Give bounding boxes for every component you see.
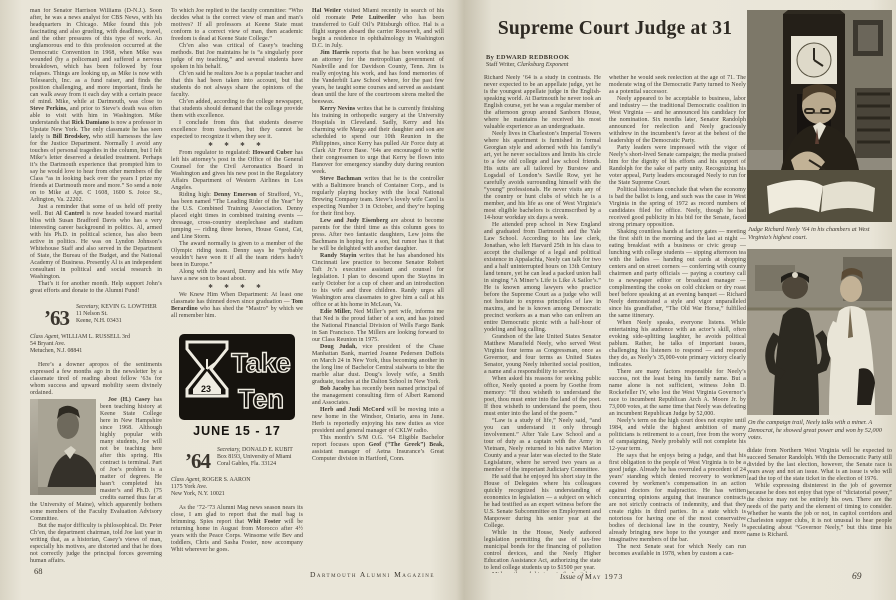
secretary-address: Coral Gables, Fla. 33124 <box>217 461 277 467</box>
class-secretary-info <box>76 304 157 325</box>
left-page <box>30 8 444 564</box>
paragraph: Along with the award, Denny and his wife May have a new son to boast about. <box>171 269 303 282</box>
joe-casey-portrait-photo <box>30 399 96 495</box>
secretary-address: 11 Nelson St. <box>76 311 108 317</box>
paragraph: Party leaders were impressed with the vigor of Neely’s short-lived Senate campaign; the media praised him for the dignity of his efforts and his support of Randolph for the sake of party unity. Recognizing his voter appeal, Party leaders encouraged Neely to run for the State Supreme Court. <box>609 145 746 186</box>
left-column-1 <box>30 8 162 564</box>
paragraph: He says that he enjoys being a judge, and that his first obligation to the people of West Virginia is to be a good judge. Already he has overruled a precedent of 24 years’ standing which denied recovery to workmen covered by workmen’s compensation in an action against doctors for malpractice. He has written concurring opinions arguing that insurance contracts are not strictly contracts of indemnity, and that they create rights in third parties. In a state which is notorious for having one of the most conservative bodies of decisional law in the country, Neely is already bringing new hope to the younger and more imaginative members of the bar. <box>609 453 746 543</box>
paragraph: Ch’en added, according to the college newspaper, that students should demand that the college provide them with excellence. <box>171 99 303 119</box>
secretary-address: Box 8193, University of Miami <box>217 454 292 460</box>
paragraph: Neely lives in Charleston’s Imperial Towers where his apartment is furnished in formal Georgian style and adorned with his family’s art, yet he never socializes and limits his circle to a few old college and law school friends. His suits are all tailored by Burstow and Logsdail of London’s Saville Row, yet he carefully avoids surrounding himself with the “young” professionals. He never visits any of the country or hunt clubs of which he is a member, and his life as one of West Virginia’s most eligible bachelors is circumscribed by a 14-hour workday six days a week. <box>484 131 601 221</box>
class-secretary-info <box>217 447 293 468</box>
paragraph: Jim Harris reports that he has been working as an attorney for the metropolitan government of Nashville and for Davidson County, Tenn. Jim is really enjoying his work, and has fond memories of the Vanderbilt Law School where, for the past few years, he taught some courses and served as assistant dean until the lure of the courtroom sirens melted the beeswax. <box>312 50 444 105</box>
agent-name: ROGER S. AARON <box>202 477 251 483</box>
paragraph: I conclude from this that students deserve excellence from teachers, but they cannot be expected to recognize it when they see it. <box>171 120 303 140</box>
ad-date: JUNE 15 - 17 <box>193 424 281 438</box>
paragraph: “Law is a study of life,” Neely said, “and you can understand it only through involvement.” After Yale Law School and a tour of duty as a captain with the Army in Vietnam, Neely returned to his native Marion County and a year later was elected to the State Legislature, where he served two years as a member of the important Judiciary Committee. <box>484 418 601 473</box>
judge-neely-chambers-photo <box>747 10 892 222</box>
paragraph: To which Joe replied to the faculty committee: “Who decides what is the correct view of man and man’s motives? If all professors at Keene State must conform to a correct view of man, then academic freedom is dead at Keene State College.” <box>171 8 303 42</box>
class-notes-text <box>312 8 444 463</box>
article-column-1 <box>484 75 601 573</box>
ad-word-take: Take <box>231 348 291 378</box>
class-notes-text <box>30 362 162 564</box>
paragraph: Just a reminder that some of us held off pretty well. But Al Cantrel is now headed toward marital bliss with Susan Bradford Davis who has a very interesting career background in politics. Al, armed with his Ph.D. in political science, has also been active in politics. He was on Lyndon Johnson’s Whitehouse Staff and also served in the Department of State, the Bureau of the Budget, and the National Academy of Business. Presently Al is an independent consultant in political and social research in Washington. <box>30 204 162 280</box>
chambers-photo-illustration <box>747 10 892 222</box>
issue-line <box>560 572 623 581</box>
paragraph: Riding high: Denny Emerson of Strafford, Vt., has been named “The Leading Rider of the Year” by the U.S. Combined Training Association. Denny placed eight times in combined training events — dressage, cross-country steeplechase and stadium jumping — riding three horses, House Guest, Cat, and Line Storm. <box>171 192 303 240</box>
class-1963-heading-block <box>30 304 162 355</box>
paragraph: Political historians conclude that when the economy is bad the ballot is long, and such was the case in West Virginia in the spring of 1972 as record numbers of candidates filed for office. Neely, though he had received good publicity in his bid for the Senate, faced strong primary opposition. <box>609 187 746 228</box>
paragraph: Lew and Judy Eisenberg are about to become parents for the third time as this column goes to press. After two fantastic daughters, Lew joins the Bachmans in hoping for a son, but rumor has it that he will be delighted with another daughter. <box>312 218 444 252</box>
article-headline: Supreme Court Judge at 31 <box>497 18 733 39</box>
campaign-trail-photo <box>747 249 892 415</box>
issue-date: May 1973 <box>585 572 624 581</box>
paragraph: Neely’s term on the high court does not expire until 1984, and while the highest ambition of many politicians is retirement to a court, free from the worry of campaigning, Neely probably will not complete his 12-year term. <box>609 418 746 452</box>
agent-label: Class Agent, <box>30 334 60 340</box>
agent-label: Class Agent, <box>171 477 201 483</box>
campaign-photo-illustration <box>747 249 892 415</box>
agent-name: WILLIAM L. RUSSELL 3rd <box>61 334 130 340</box>
paragraph: This month’s S/M O.G. ’64 Eligible Bachelor report focuses upon Geof (“The Greek”) Beak, assistant manager of Aetna Insurance’s Great Computer division in Hartford, Conn. <box>312 435 444 462</box>
class-notes-text <box>171 8 303 320</box>
paragraph: Hal Weiler visited Miami recently in search of his old roomate Pete Luitweiler who has been transferred to Gulf Oil’s Pittsburgh office. Hal is a flight surgeon aboard the carrier Roosevelt, and will begin a residence in ophthalmology in Washington D.C. in July. <box>312 8 444 49</box>
paragraph: From regulator to regulated: Howard Cuber has left his attorney’s post in the Office of the General Counsel for the Civil Aeronautics Board in Washington and gives his new post in the Regulatory Affairs Department of Western Airlines in Los Angeles. <box>171 150 303 191</box>
paragraph: Grandson of the late United States Senator Matthew Mansfield Neely, who served West Virginia four terms as Congressman, once as Governor, and four terms as United States Senator, young Neely inherited social position, a name and a responsibility to service. <box>484 334 601 375</box>
paragraph: While expressing disinterest in the job of governor because he does not enjoy that type of “dictatorial power,” the choice may not be entirely his own. There are the needs of the party and the element of timing to consider. Whether he wants the job or not, in capitol corridors and Charleston supper clubs, it is not unusual to hear people speculating about “Governor Neely,” but this time his name is Richard. <box>747 482 892 538</box>
agent-address: 1175 York Ave. <box>171 484 208 490</box>
paragraph: Here’s a downer apropos of the sentiments expressed a few months ago in the newsletter by a classmate tired of reading about fellow ’63s for whom success and upward mobility seem divinely ordained. <box>30 362 162 396</box>
take-ten-advertisement <box>176 334 298 438</box>
paragraph: When Neely speaks, everyone listens. While entertaining his audience with an actor’s skill, often evoking side-splitting laughter, he avoids political pablum. Rather, he talks of important issues, challenging his listeners to respond — and respond they do, as Neely’s 35,000-vote primary victory clearly indicates. <box>609 320 746 368</box>
paragraph: Doug Judah, vice president of the Chase Manhattan Bank, married Joanne Pedersen DuBois on March 24 in New York, thus becoming another in the long line of Bachelor Central stalwarts to bite the marble altar dust. Doug’s lovely wife, a Smith graduate, teaches at the Dalton School in New York. <box>312 344 444 385</box>
paragraph: The next Senate seat for which Neely can run becomes available in 1978, when by custom a can- <box>609 544 746 557</box>
secretary-label: Secretary, <box>76 304 100 310</box>
paragraph: While in the House, Neely authored legislation permitting the use of tax-free municipal bonds for the financing of pollution control devices, and the Neely Higher Education Assistance Act, authorizing the state to lend college students up to $1500 per year. <box>484 530 601 571</box>
svg-text:23: 23 <box>201 384 212 394</box>
class-year-numeral: ’64 <box>185 449 210 473</box>
class-1964-heading-block <box>171 447 303 498</box>
paragraph: Randy Stayin writes that he has abandoned his Cincinnati law practice to become Senator Robert Taft Jr.’s executive assistant and counsel for legislation. I plan to descend upon the Stayins in early October for a cup of cheer and an introduction to his wife and three children. Randy urges all Washington area classmates to give him a call at his office or at his home in McLean, Va. <box>312 253 444 308</box>
agent-address: New York, N.Y. 10021 <box>171 491 225 497</box>
right-page <box>482 8 892 571</box>
paragraph: Edie Miller, Ned Miller’s pert wife, informs me that Ned is the proud father of a son, and has joined the National Financial Division of Wells Fargo Bank in San Francisco. The Millers are looking forward to our Class Reunion in 1975. <box>312 309 444 343</box>
agent-address: 54 Bryant Ave. <box>30 341 66 347</box>
article-column-2 <box>609 75 746 573</box>
section-separator: ✱ ✱ ✱ ✱ <box>208 284 266 290</box>
left-page-number: 68 <box>34 566 43 576</box>
paragraph: Ch’en also was critical of Casey’s teaching methods. But Joe maintains he is “a singularly poor judge of my teaching,” and several students have spoken in his behalf. <box>171 43 303 70</box>
section-separator: ✱ ✱ ✱ ✱ <box>208 142 266 148</box>
issue-prefix: Issue of <box>560 572 584 581</box>
class-agent-info <box>30 334 162 355</box>
photo2-caption: On the campaign trail, Neely talks with a miner. A Democrat, he showed great power and won by 52,000 votes. <box>748 419 882 442</box>
class-agent-info <box>171 477 303 498</box>
agent-address: Metuchen, N.J. 08841 <box>30 348 83 354</box>
article-column-3 <box>747 448 892 539</box>
class-notes-text <box>171 505 303 554</box>
paragraph: He said that he enjoyed his short stay in the House of Delegates where his colleagues quickly recognized his understanding of economics in legislation — a subject on which he had testified as an expert witness before the U.S. Senate Subcommittee on Employment and Manpower during his senior year at the College. <box>484 474 601 529</box>
paragraph: Kerry Nevins writes that he is currently finishing his training in orthopedic surgery at the University Hospitals in Cleveland. Sadly, Kerry and his charming wife Margo and their daughter and son are scheduled to spend our 10th Reunion in the Philippines, since Kerry has pulled Air Force duty at Clark Air Force Base. ’64s are encouraged to write their congressmen to urge that Kerry be flown into Hanover for emergency standby duty during reunion week. <box>312 106 444 175</box>
article-text-area <box>484 8 746 573</box>
paragraph: Neely appeared to be acceptable to business, labor and industry — the traditional Democratic coalition in West Virginia — and he announced his candidacy for the nomination. Six months later, Senator Randolph announced for reelection and Neely graciously withdrew in the incumbent’s favor at the behest of the leadership of the Democratic Party. <box>609 96 746 144</box>
photo1-caption: Judge Richard Neely ’64 in his chambers at West Virginia’s highest court. <box>748 226 870 241</box>
paragraph: There are many factors responsible for Neely’s success, not the least being his family name. But a name alone is not sufficient, witness John D. Rockefeller IV, who lost the West Virginia Governor’s race to incumbent Republican Arch A. Moore Jr. by 73,000 votes, at the same time that Neely was defeating an incumbent Republican Judge by 52,000. <box>609 369 746 417</box>
take-ten-logo <box>179 334 295 420</box>
paragraph: We Knew Him When Department: At least one classmate has thinned down since graduation — Tom Berardino who has shed the “Mastro” by which we all remember him. <box>171 292 303 319</box>
paragraph: Shaking countless hands at factory gates — meeting the first shift in the morning and the last at night — eating breakfast with a business or civic group — lunching with college students — sipping afternoon tea with the ladies — handing out cards at shopping centers and on street corners — conferring with county chairmen and party officials — paying a courtesy call to a newspaper editor or broadcast manager — complimenting the cooks on cold chicken or dry roast beef before speaking at an evening banquet — Richard Neely demonstrated a style and vigor unparalleled since his grandfather, “The Old War Horse,” fulfilled the same itinerary. <box>609 229 746 319</box>
photo-column <box>747 10 892 539</box>
secretary-address: Keene, N.H. 03431 <box>76 318 122 324</box>
paragraph: The award normally is given to a member of the Olympic riding team. Denny says he “probably wouldn’t have won it if all the team riders hadn’t been in Europe.” <box>171 241 303 268</box>
paragraph: Joe (H.) Casey has been teaching history at Keene State College here in New Hampshire since 1968. Although highly popular with many students, Joe will not be teaching here after this spring. His contract is terminal. Part of Joe’s problem is a matter of degrees. He hasn’t completed his master’s and Ph.D. (75 credits earned thus far at the University of Maine), which apparently bothers some members of the Faculty Evaluation Advisory Committee. <box>30 397 162 522</box>
secretary-name: KEVIN G. LOWTHER <box>100 304 157 310</box>
class-notes-text <box>30 8 162 295</box>
right-page-number: 69 <box>852 572 862 582</box>
paragraph: Richard Neely ’64 is a study in contrasts. He never expected to be an appellate judge, yet he is the youngest appellate judge in the English-speaking world. At Dartmouth he never took an English course, yet he was a regular member of the afternoon group around Sanborn House, where he maintains he received his most valuable experience as an undergraduate. <box>484 75 601 130</box>
portrait-photo-illustration <box>38 399 96 495</box>
ad-word-ten: Ten <box>238 384 284 414</box>
paragraph: whether he would seek reelection at the age of 71. The moderate wing of the Democratic Party turned to Neely as a potential successor. <box>609 75 746 95</box>
paragraph: When asked his reasons for seeking public office, Neely quoted a poem by Goethe from memory: “If thou wisheth to understand the poet, thou must enter into the land of the poet. If thou wisheth to understand the poem, thou must enter into the land of the poem.” <box>484 376 601 417</box>
paragraph: Ch’en said he realizes Joe is a popular teacher and that this had been taken into account, but that students do not always share the opinions of the faculty. <box>171 71 303 98</box>
article-byline: By EDWARD REDBROOK <box>486 54 570 61</box>
paragraph: didate from Northern West Virginia will be expected to succeed Senator Randolph. With the Democratic Party still divided by the last election, however, the Senate race is years away and not an issue. What is an issue is who will lead the top of the state ticket in the election of 1976. <box>747 447 892 482</box>
left-column-3 <box>312 8 444 564</box>
magazine-name: Dartmouth Alumni Magazine <box>310 570 435 579</box>
class-year-numeral: ’63 <box>44 306 69 330</box>
article-byline-title: Staff Writer, Clarksburg Exponent <box>486 62 569 68</box>
paragraph: As the ’72-’73 Alumni Mag news season nears its close, I am glad to report that the mail bag is brimming. Spies report that Whit Foster will be returning home in August from Morocco after 4½ years with the Peace Corps. Winsome wife Bev and toddlers, Chris and Sasha Foster, now accompany Whit wherever he goes. <box>171 505 303 553</box>
paragraph: But the major difficulty is philosophical. Dr. Peter Ch’en, the department chairman, told Joe last year in writing that, as a historian, Casey’s views of man, especially his motives, are distorted and that he does not correctly judge the principal forces governing human affairs. <box>30 523 162 564</box>
paragraph: Bob Jacoby has recently been named principal of the management consulting firm of Albert Ramond and Associates. <box>312 386 444 406</box>
paragraph: Herb and Judi McCord will be moving into a new home in the Windsor, Ontario, area in June. Herb is reportedly enjoying his new duties as vice president and general manager of CKLW radio. <box>312 407 444 434</box>
secretary-label: Secretary, <box>217 447 241 453</box>
left-column-2 <box>171 8 303 564</box>
paragraph: man for Senator Harrison Williams (D-N.J.). Soon after, he was a news analyst for CBS News, with his headquarters in Chicago. Mike found this job fascinating and also grueling, with deadlines, travel, and the other pressures of this type of work. An unglamorous end to this profession occurred at the Democratic Convention in 1968, when Mike was wounded (by a policeman) and suffered a nervous breakdown, which has been followed by four relapses. Things are looking up, as Mike is now with Telesearch, Inc. as a fund raiser, and finds the position challenging, and more important, finds he can walk away from it each day with a certain peace of mind. Mike, while at Dartmouth, was close to Steve Perkins, and prior to Steve’s death was often able to visit with him in Washington. Mike understands that Rick Damiano is now a professor in Upstate New York. The only classmate he has seen lately is Bill Brodskey, who still harnesses the law for the Justice Department. Normally I avoid any touches of personal tragedies in the column, but I felt Mike’s letter deserved a detailed treatment. Perhaps it’s the Dartmouth experience that prompted him to say he would love to hear from other members of the Class “as in looking back over the years I prize my friends at Dartmouth more and more.” So send a note on to Mike at Apt. C 1608, 1600 S. Joice St., Arlington, Va. 22202. <box>30 8 162 203</box>
paragraph: Steve Bachman writes that he is the controller with a Baltimore branch of Container Corp., and is regularly playing hockey with the local National Brewing Company team. Steve’s lovely wife Carol is expecting Number 3 in October, and they’re hoping for their first boy. <box>312 176 444 217</box>
secretary-name: DONALD E. KUBIT <box>241 447 293 453</box>
paragraph: He attended prep school in New England and graduated from Dartmouth and the Yale Law School. According to his law clerk, Jonathan, who left Harvard 25th in his class to accept the challenge of a legal and political existence in Appalachia, Neely can talk for two and a half uninterrupted hours on 13th Century land tenure, yet he can lead a packed union hall in singing “A Miner’s Life is Like A Sailor’s.” He is known among lawyers who practice before the Supreme Court as a judge who will not hesitate to express principles of law in maxims, and he is known among Democratic precinct workers as a man who can enliven an entire Democratic picnic with a half-hour of yodeling and hog calling. <box>484 222 601 333</box>
paragraph: That’s it for another month. Help support John’s great efforts and donate to the Alumni Fund! <box>30 281 162 294</box>
